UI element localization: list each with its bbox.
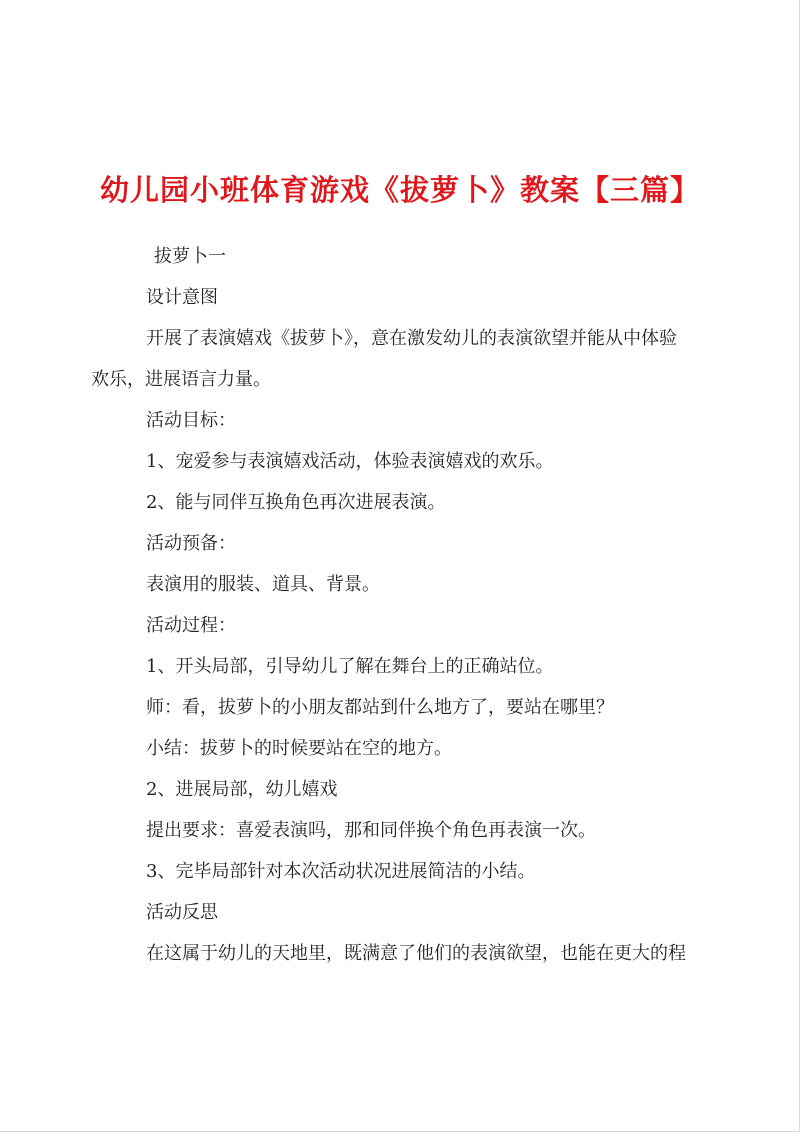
subheading-process: 活动过程：: [146, 615, 236, 636]
list-item: 3、完毕局部针对本次活动状况进展简洁的小结。: [146, 861, 536, 882]
paragraph-line: 提出要求：喜爱表演吗，那和同伴换个角色再表演一次。: [146, 820, 596, 841]
list-item: 1、开头局部，引导幼儿了解在舞台上的正确站位。: [146, 656, 554, 677]
paragraph-line: 欢乐，进展语言力量。: [91, 369, 271, 390]
section-heading: 拔萝卜一: [154, 246, 226, 267]
paragraph-line: 师：看，拔萝卜的小朋友都站到什么地方了，要站在哪里？: [146, 697, 614, 718]
subheading-preparation: 活动预备：: [146, 533, 236, 554]
paragraph-line: 在这属于幼儿的天地里，既满意了他们的表演欲望，也能在更大的程: [146, 943, 686, 964]
paragraph-line: 表演用的服装、道具、背景。: [146, 574, 380, 595]
list-item: 2、进展局部，幼儿嬉戏: [146, 779, 338, 800]
subheading-reflection: 活动反思: [146, 902, 218, 923]
subheading-design-intent: 设计意图: [146, 287, 218, 308]
subheading-goals: 活动目标：: [146, 410, 236, 431]
paragraph-line: 小结：拔萝卜的时候要站在空的地方。: [146, 738, 452, 759]
list-item: 1、宠爱参与表演嬉戏活动，体验表演嬉戏的欢乐。: [146, 451, 554, 472]
list-item: 2、能与同伴互换角色再次进展表演。: [146, 492, 446, 513]
document-title: 幼儿园小班体育游戏《拔萝卜》教案【三篇】: [99, 173, 700, 207]
paragraph-line: 开展了表演嬉戏《拔萝卜》，意在激发幼儿的表演欲望并能从中体验: [146, 328, 677, 349]
document-body: [91, 236, 716, 974]
